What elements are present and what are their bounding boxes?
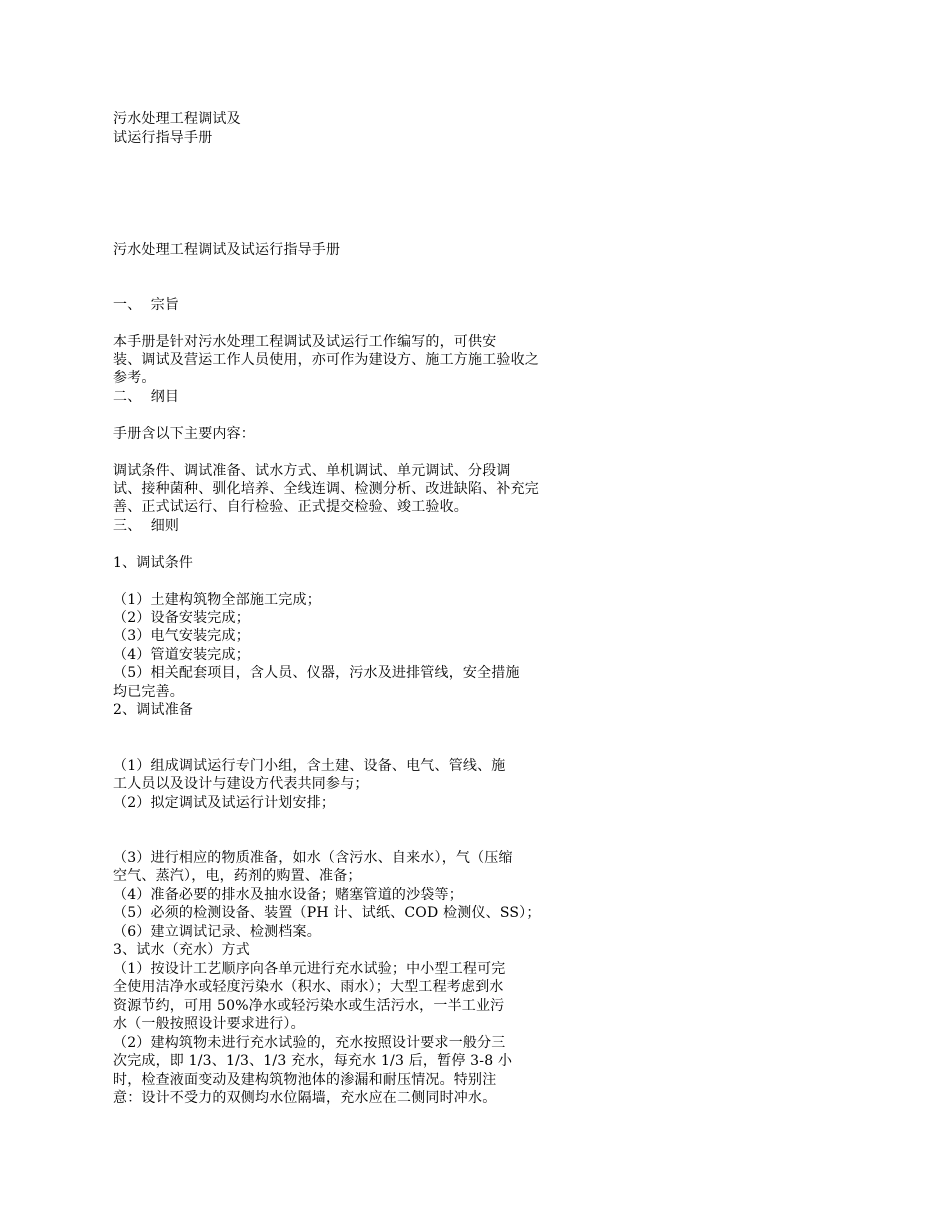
paragraph-line: 装、调试及营运工作人员使用，亦可作为建设方、施工方施工验收之 [113, 352, 539, 368]
list-item: （1）组成调试运行专门小组，含土建、设备、电气、管线、施 [113, 758, 506, 774]
document-title: 污水处理工程调试及试运行指导手册 [113, 242, 341, 258]
list-item: （1）土建构筑物全部施工完成； [113, 592, 321, 608]
list-item: 水（一般按照设计要求进行）。 [113, 1016, 305, 1032]
list-item: （4）管道安装完成； [113, 647, 250, 663]
list-item: 均已完善。 [113, 684, 184, 700]
cover-title-line-2: 试运行指导手册 [113, 130, 213, 146]
list-item: 资源节约，可用 50%净水或轻污染水或生活污水，一半工业污 [113, 998, 505, 1014]
item-heading-water-test: 3、试水（充水）方式 [113, 942, 250, 958]
paragraph-line: 调试条件、调试准备、试水方式、单机调试、单元调试、分段调 [113, 463, 511, 479]
list-item: （3）进行相应的物质准备，如水（含污水、自来水），气（压缩 [113, 850, 513, 866]
paragraph-line: 试、接种菌种、驯化培养、全线连调、检测分析、改进缺陷、补充完 [113, 481, 539, 497]
section-heading-outline: 二、 纲目 [113, 389, 180, 405]
paragraph-line: 参考。 [113, 370, 156, 386]
list-item: （2）设备安装完成； [113, 610, 250, 626]
list-item: （6）建立调试记录、检测档案。 [113, 924, 321, 940]
list-item: （1）按设计工艺顺序向各单元进行充水试验；中小型工程可完 [113, 961, 506, 977]
list-item: （5）必须的检测设备、装置（PH 计、试纸、COD 检测仪、SS）； [113, 905, 541, 921]
paragraph-line: 善、正式试运行、自行检验、正式提交检验、竣工验收。 [113, 499, 468, 515]
paragraph-line: 手册含以下主要内容： [113, 426, 255, 442]
cover-title-line-1: 污水处理工程调试及 [113, 111, 241, 127]
list-item: 意：设计不受力的双侧均水位隔墙，充水应在二侧同时冲水。 [113, 1090, 497, 1106]
list-item: （2）建构筑物未进行充水试验的，充水按照设计要求一般分三 [113, 1035, 506, 1051]
item-heading-conditions: 1、调试条件 [113, 555, 194, 571]
section-heading-details: 三、 细则 [113, 518, 180, 534]
section-heading-purpose: 一、 宗旨 [113, 297, 180, 313]
list-item: 工人员以及设计与建设方代表共同参与； [113, 776, 369, 792]
list-item: （2）拟定调试及试运行计划安排； [113, 795, 336, 811]
list-item: 空气、蒸汽），电，药剂的购置、准备； [113, 868, 362, 884]
list-item: 次完成，即 1/3、1/3、1/3 充水，每充水 1/3 后，暂停 3-8 小 [113, 1053, 513, 1069]
paragraph-line: 本手册是针对污水处理工程调试及试运行工作编写的，可供安 [113, 334, 497, 350]
item-heading-preparation: 2、调试准备 [113, 702, 194, 718]
list-item: （4）准备必要的排水及抽水设备；赌塞管道的沙袋等； [113, 887, 463, 903]
list-item: （5）相关配套项目，含人员、仪器，污水及进排管线，安全措施 [113, 665, 520, 681]
list-item: 全使用洁净水或轻度污染水（积水、雨水）；大型工程考虑到水 [113, 979, 504, 995]
list-item: （3）电气安装完成； [113, 628, 250, 644]
list-item: 时，检查液面变动及建构筑物池体的渗漏和耐压情况。特别注 [113, 1072, 497, 1088]
